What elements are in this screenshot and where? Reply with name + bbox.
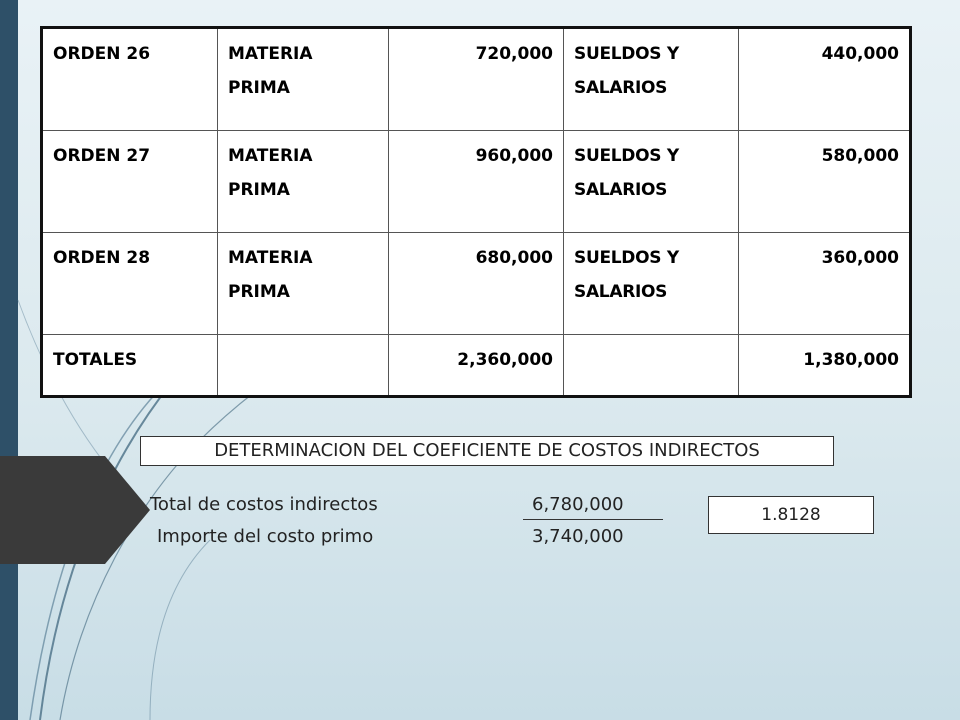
sueldos-label-cell: SUELDOS Y SALARIOS xyxy=(564,28,739,131)
materia-label-cell: MATERIA PRIMA xyxy=(218,28,389,131)
sueldos-label-cell: SUELDOS Y SALARIOS xyxy=(564,232,739,334)
section-title: DETERMINACION DEL COEFICIENTE DE COSTOS INDIRECTOS xyxy=(140,436,834,466)
materia-value-cell: 960,000 xyxy=(389,131,564,233)
materia-value-cell: 720,000 xyxy=(389,28,564,131)
cost-table xyxy=(40,26,912,398)
denominator-value: 3,740,000 xyxy=(532,526,624,547)
totals-row xyxy=(42,334,911,396)
orden-cell: ORDEN 28 xyxy=(42,232,218,334)
totals-label-cell: TOTALES xyxy=(42,334,218,396)
numerator-label: Total de costos indirectos xyxy=(150,494,378,515)
sueldos-value-cell: 580,000 xyxy=(739,131,911,233)
sueldos-value-cell: 360,000 xyxy=(739,232,911,334)
materia-total-cell: 2,360,000 xyxy=(389,334,564,396)
table-row xyxy=(42,28,911,131)
arrow-tab-shape xyxy=(0,456,150,564)
materia-label-cell: MATERIA PRIMA xyxy=(218,232,389,334)
orden-cell: ORDEN 26 xyxy=(42,28,218,131)
denominator-label: Importe del costo primo xyxy=(157,526,374,547)
result-box: 1.8128 xyxy=(708,496,874,534)
sueldos-label-cell: SUELDOS Y SALARIOS xyxy=(564,131,739,233)
sueldos-total-cell: 1,380,000 xyxy=(739,334,911,396)
table-row xyxy=(42,131,911,233)
sueldos-value-cell: 440,000 xyxy=(739,28,911,131)
materia-label-cell: MATERIA PRIMA xyxy=(218,131,389,233)
empty-cell xyxy=(564,334,739,396)
fraction-line xyxy=(523,519,663,520)
numerator-value: 6,780,000 xyxy=(532,494,624,515)
table-row xyxy=(42,232,911,334)
materia-value-cell: 680,000 xyxy=(389,232,564,334)
left-accent-bar xyxy=(0,0,18,720)
orden-cell: ORDEN 27 xyxy=(42,131,218,233)
empty-cell xyxy=(218,334,389,396)
